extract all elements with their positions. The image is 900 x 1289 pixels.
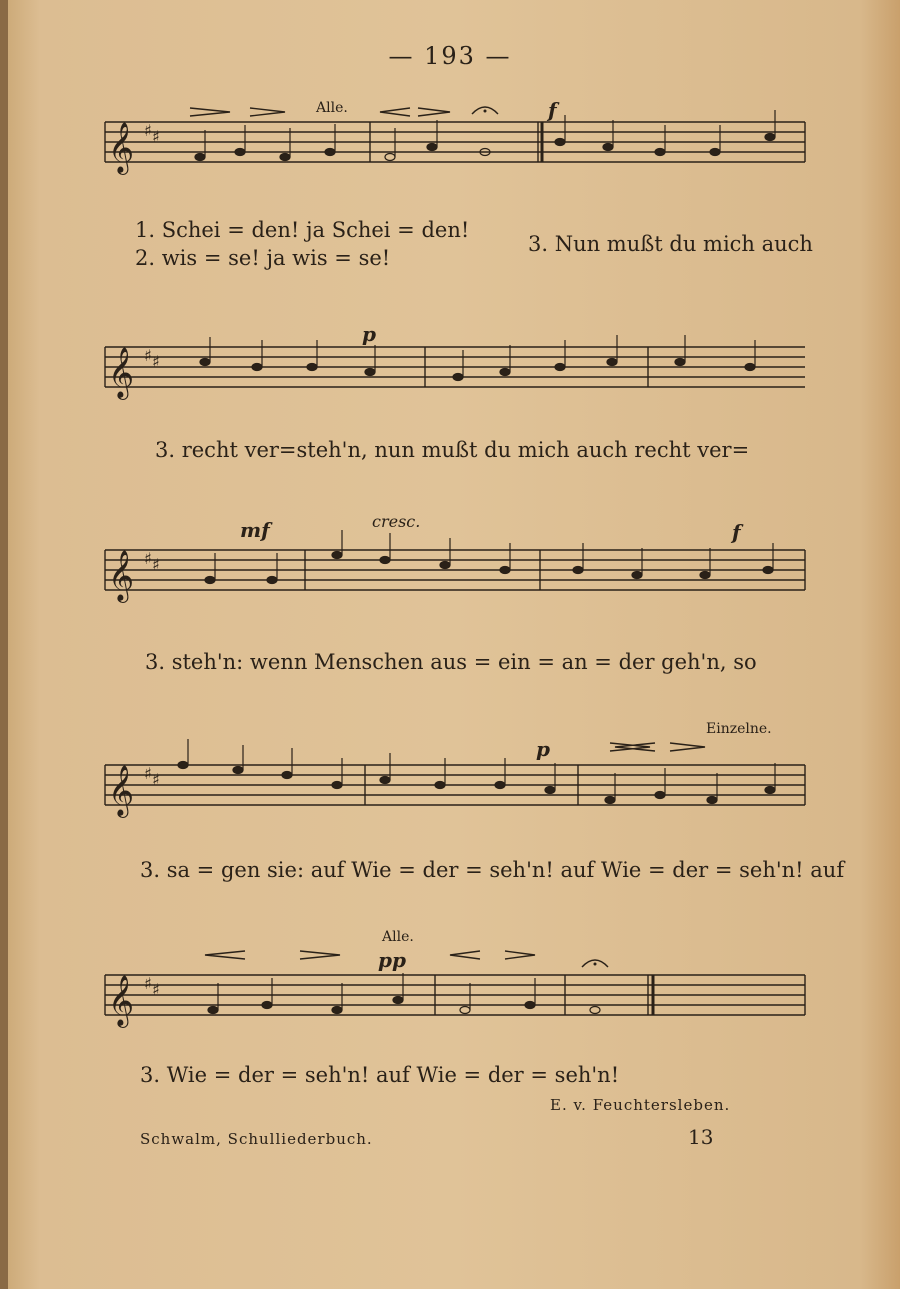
svg-text:♯: ♯ [144,549,152,568]
lyric-line: 1. Schei = den! ja Schei = den! [135,218,470,242]
svg-text:♯: ♯ [152,555,160,574]
svg-text:𝄞: 𝄞 [108,122,135,173]
dynamic-mark: f [548,98,557,122]
author-credit: E. v. Feuchtersleben. [550,1096,731,1114]
lyric-line: 3. Wie = der = seh'n! auf Wie = der = seh'n! [140,1063,620,1087]
lyric-line: 3. recht ver=steh'n, nun mußt du mich auch recht ver= [155,438,750,462]
staff-5 [100,953,810,1043]
lyric-line: 3. sa = gen sie: auf Wie = der = seh'n! auf Wie = der = seh'n! auf [140,858,845,882]
svg-text:♯: ♯ [144,764,152,783]
svg-text:𝄞: 𝄞 [108,347,135,398]
svg-text:♯: ♯ [152,980,160,999]
voice-label: Einzelne. [706,721,772,737]
page-edge [0,0,8,1289]
svg-text:♯: ♯ [144,346,152,365]
lyric-line: 3. Nun mußt du mich auch [528,232,813,256]
staff-1 [100,100,810,190]
music-system-5 [100,929,810,1033]
svg-text:𝄞: 𝄞 [108,765,135,816]
music-system-1 [100,100,810,180]
lyric-line: 2. wis = se! ja wis = se! [135,246,391,270]
music-system-2 [100,322,810,405]
svg-text:♯: ♯ [144,121,152,140]
staff-2 [100,325,810,415]
dynamic-mark: p [362,322,376,346]
footer-source: Schwalm, Schulliederbuch. [140,1130,373,1148]
signature-number: 13 [688,1125,714,1149]
svg-text:♯: ♯ [144,974,152,993]
cresc-mark: cresc. [372,512,421,531]
music-system-3 [100,512,810,608]
page-number: — 193 — [388,42,512,70]
staff-3 [100,528,810,618]
dynamic-mark: f [732,520,741,544]
lyric-line: 3. steh'n: wenn Menschen aus = ein = an = der geh'n, so [145,650,757,674]
dynamic-mark: mf [240,518,270,542]
notes-1 [195,110,775,161]
music-system-4 [100,721,810,823]
svg-text:𝄞: 𝄞 [108,975,135,1026]
staff-4 [100,743,810,833]
voice-label: Alle. [316,100,348,116]
dynamic-mark: p [536,737,550,761]
svg-text:♯: ♯ [152,127,160,146]
svg-text:𝄞: 𝄞 [108,550,135,601]
voice-label: Alle. [382,929,414,945]
svg-text:♯: ♯ [152,352,160,371]
svg-text:♯: ♯ [152,770,160,789]
dynamic-mark: pp [378,948,406,972]
